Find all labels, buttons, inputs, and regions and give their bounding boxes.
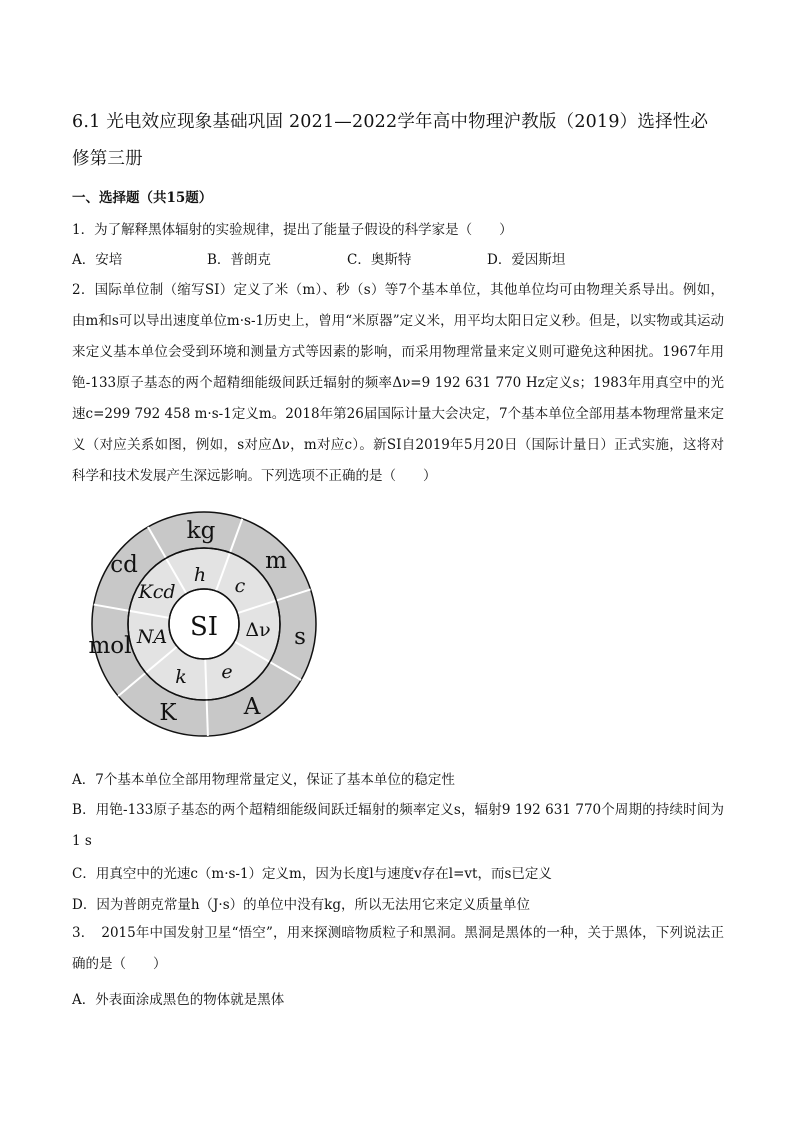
outer-label-K: K <box>159 700 177 726</box>
inner-label-Kcd: Kcd <box>138 581 176 603</box>
inner-label-NA: NA <box>136 626 168 648</box>
q1-option-b: B．普朗克 <box>207 252 271 268</box>
inner-label-e: e <box>221 661 233 683</box>
outer-label-m: m <box>265 548 287 574</box>
inner-label-c: c <box>234 575 246 597</box>
inner-label-k: k <box>175 666 187 688</box>
q1-option-a: A．安培 <box>72 252 123 268</box>
inner-label-h: h <box>193 564 207 586</box>
center-label: SI <box>189 612 219 642</box>
outer-label-A: A <box>243 694 261 720</box>
inner-label-delta-nu: Δν <box>245 619 271 641</box>
q1-option-c: C．奥斯特 <box>347 252 412 268</box>
q2-option-d: D．因为普朗克常量h（J·s）的单位中没有kg，所以无法用它来定义质量单位 <box>72 897 530 913</box>
page-title: 6.1 光电效应现象基础巩固 2021—2022学年高中物理沪教版（2019）选择性必修第三册 <box>72 112 709 169</box>
q1-option-d: D．爱因斯坦 <box>487 252 566 268</box>
question-3-stem: 3． 2015年中国发射卫星“悟空”，用来探测暗物质粒子和黑洞。黑洞是黑体的一种，关于黑体，下列说法正确的是（ ） <box>72 925 724 972</box>
outer-label-s: s <box>294 624 306 650</box>
question-1-options <box>72 248 722 268</box>
question-2-stem: 2．国际单位制（缩写SI）定义了米（m）、秒（s）等7个基本单位，其他单位均可由物理关系导出。例如，由m和s可以导出速度单位m·s-1历史上，曾用“米原器”定义米，用平均太阳日定义秒。但是，以实物或其运动来定义基本单位会受到环境和测量方式等因素的影响，而采用物理常量来定义则可避免这种困扰。1967年用铯-133原子基态的两个超精细能级间跃迁辐射的频率Δν=9 192 631 770 Hz定义s；1983年用真空中的光速c=299 792 458 m·s-1定义m。2018年第26届国际计量大会决定，7个基本单位全部用基本物理常量来定义（对应关系如图，例如，s对应Δν，m对应c）。新SI自2019年5月20日（国际计量日）正式实施，这将对科学和技术发展产生深远影响。下列选项不正确的是（ ） <box>72 282 724 484</box>
outer-label-kg: kg <box>186 518 216 544</box>
q2-option-c: C．用真空中的光速c（m·s-1）定义m，因为长度l与速度v存在l=vt，而s已定义 <box>72 866 552 882</box>
si-units-diagram <box>80 508 330 738</box>
section-heading: 一、选择题（共15题） <box>72 190 213 206</box>
question-1-stem: 1．为了解释黑体辐射的实验规律，提出了能量子假设的科学家是（ ） <box>72 222 513 238</box>
q2-option-a: A．7个基本单位全部用物理常量定义，保证了基本单位的稳定性 <box>72 772 455 788</box>
q3-option-a: A．外表面涂成黑色的物体就是黑体 <box>72 992 285 1008</box>
outer-label-mol: mol <box>88 633 132 659</box>
outer-label-cd: cd <box>110 552 138 578</box>
q2-option-b: B．用铯-133原子基态的两个超精细能级间跃迁辐射的频率定义s，辐射9 192 631 770个周期的持续时间为1 s <box>72 802 724 849</box>
